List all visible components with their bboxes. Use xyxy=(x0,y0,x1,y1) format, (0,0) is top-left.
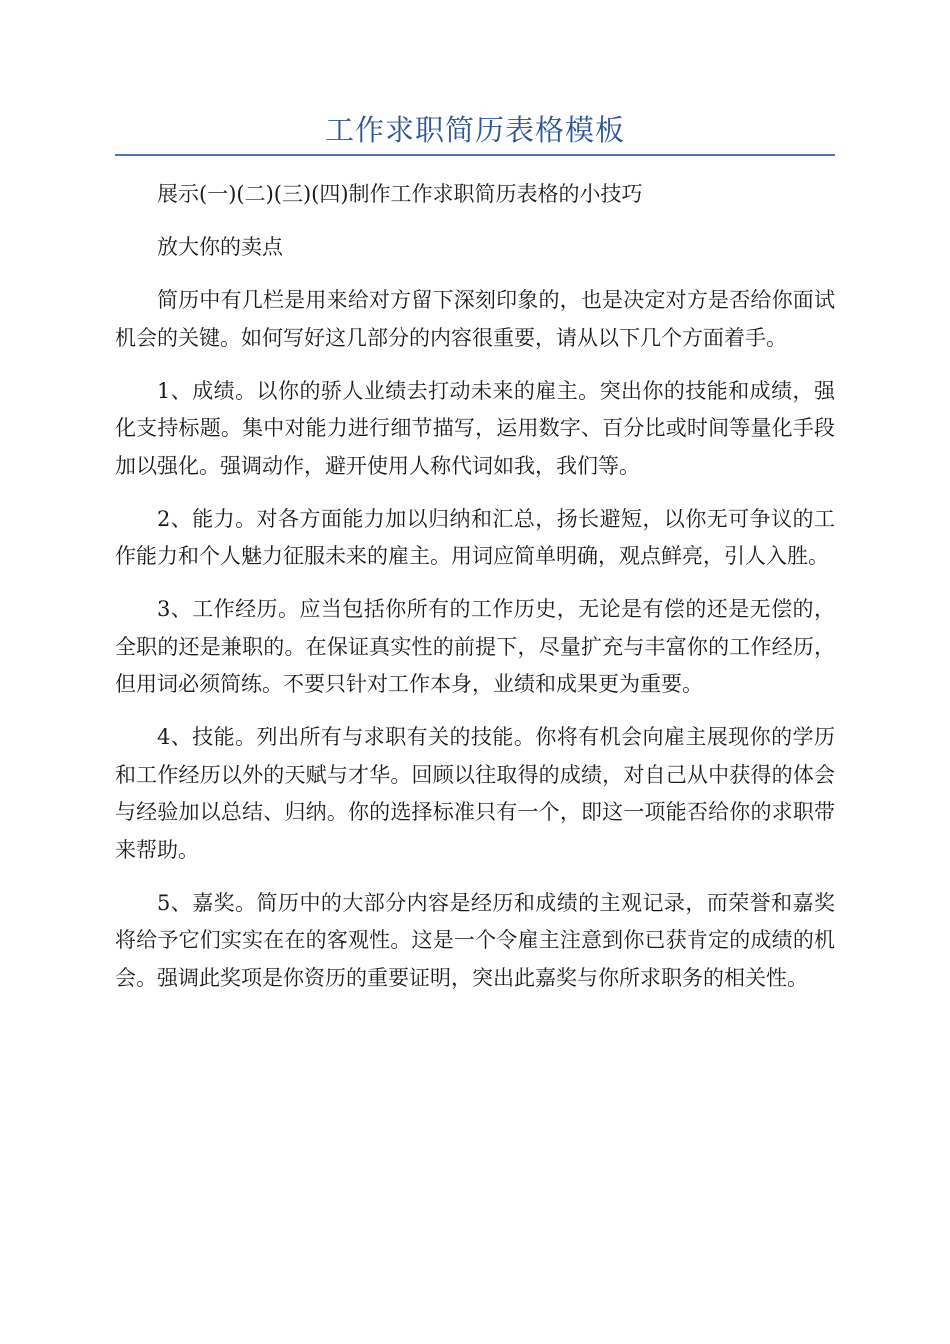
paragraph-work-experience: 3、工作经历。应当包括你所有的工作历史，无论是有偿的还是无偿的，全职的还是兼职的。在保证真实性的前提下，尽量扩充与丰富你的工作经历，但用词必须简练。不要只针对工作本身，业绩和成果更为重要。 xyxy=(115,597,835,696)
title-block xyxy=(115,108,835,156)
paragraph-heading: 放大你的卖点 xyxy=(157,235,283,259)
paragraph-awards: 5、嘉奖。简历中的大部分内容是经历和成绩的主观记录，而荣誉和嘉奖将给予它们实实在在的客观性。这是一个令雇主注意到你已获肯定的成绩的机会。强调此奖项是你资历的重要证明，突出此嘉奖与你所求职务的相关性。 xyxy=(115,890,835,990)
paragraph-abilities: 2、能力。对各方面能力加以归纳和汇总，扬长避短，以你无可争议的工作能力和个人魅力征服未来的雇主。用词应简单明确，观点鲜亮，引人入胜。 xyxy=(115,506,835,568)
body-text xyxy=(115,176,835,1013)
page-title: 工作求职简历表格模板 xyxy=(324,113,625,147)
paragraph-achievements: 1、成绩。以你的骄人业绩去打动未来的雇主。突出你的技能和成绩，强化支持标题。集中对能力进行细节描写，运用数字、百分比或时间等量化手段加以强化。强调动作，避开使用人称代词如我，我们等。 xyxy=(115,378,835,478)
paragraph-intro: 简历中有几栏是用来给对方留下深刻印象的，也是决定对方是否给你面试机会的关键。如何写好这几部分的内容很重要，请从以下几个方面着手。 xyxy=(115,288,835,350)
paragraph-skills: 4、技能。列出所有与求职有关的技能。你将有机会向雇主展现你的学历和工作经历以外的天赋与才华。回顾以往取得的成绩，对自己从中获得的体会与经验加以总结、归纳。你的选择标准只有一个，即这一项能否给你的求职带来帮助。 xyxy=(115,725,835,862)
paragraph-subtitle: 展示(一)(二)(三)(四)制作工作求职简历表格的小技巧 xyxy=(157,182,643,206)
